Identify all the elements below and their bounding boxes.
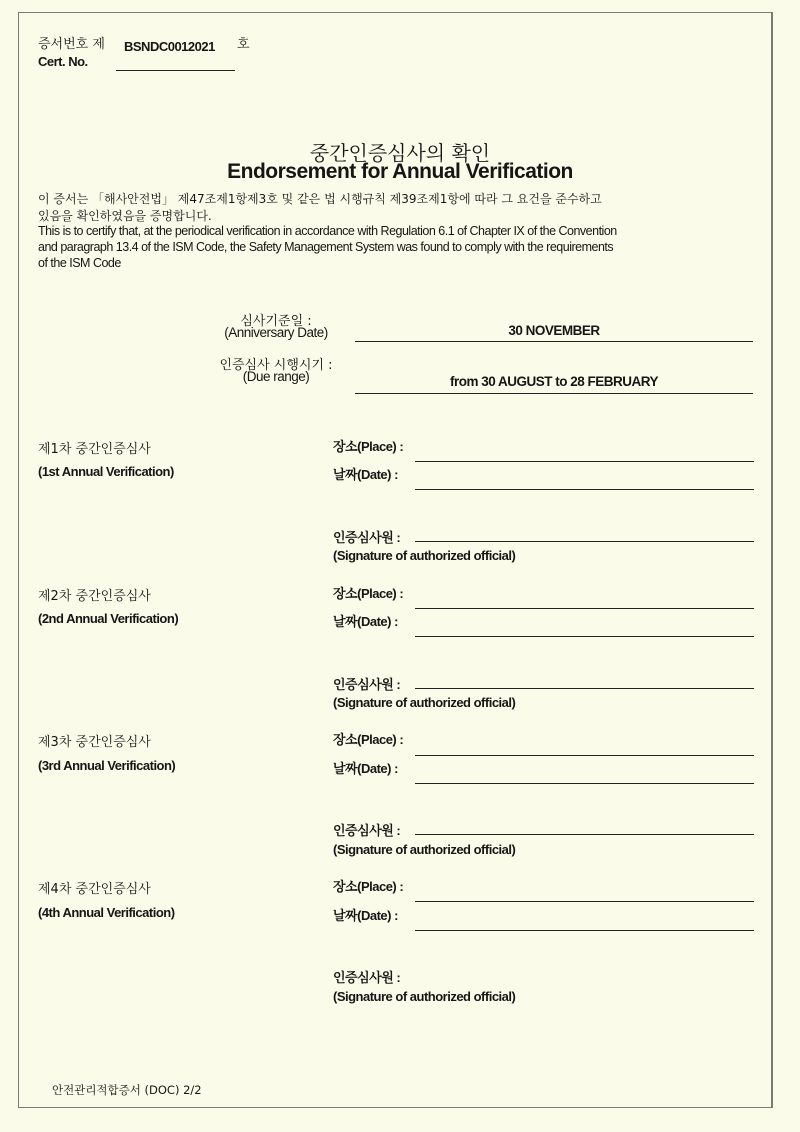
verification-2-label-ko: 제2차 중간인증심사 <box>38 589 151 604</box>
verification-3-signature-caption: (Signature of authorized official) <box>333 842 516 857</box>
anniversary-underline <box>355 341 753 342</box>
verification-2-place-line[interactable] <box>415 608 754 609</box>
verification-2-label-en: (2nd Annual Verification) <box>38 611 179 626</box>
due-label-en: (Due range) <box>242 369 310 384</box>
verification-1-date-label: 날짜(Date) : <box>333 467 398 482</box>
verification-4-place-line[interactable] <box>415 901 754 902</box>
intro-ko-line2: 있음을 확인하였음을 증명합니다. <box>38 209 212 223</box>
verification-1-auditor-label: 인증심사원 : <box>333 530 401 545</box>
title-ko: 중간인증심사의 확인 <box>309 141 491 165</box>
footer-doc-page: 안전관리적합증서 (DOC) 2/2 <box>52 1083 202 1097</box>
verification-2-date-line[interactable] <box>415 636 754 637</box>
verification-3-label-ko: 제3차 중간인증심사 <box>38 735 151 750</box>
anniversary-label-en: (Anniversary Date) <box>224 325 328 340</box>
cert-number-underline <box>116 70 235 71</box>
cert-suffix: 호 <box>237 37 250 52</box>
verification-3-place-label: 장소(Place) : <box>333 732 404 747</box>
due-label-ko: 인증심사 시행시기 : <box>219 358 333 373</box>
verification-1-label-ko: 제1차 중간인증심사 <box>38 442 151 457</box>
verification-2-signature-caption: (Signature of authorized official) <box>333 695 516 710</box>
verification-1-place-line[interactable] <box>415 461 754 462</box>
cert-label-ko: 증서번호 제 <box>38 37 105 52</box>
intro-ko-line1: 이 증서는 「해사안전법」 제47조제1항제3호 및 같은 법 시행규칙 제39조제1항에 따라 그 요건을 준수하고 <box>38 192 602 206</box>
verification-2-date-label: 날짜(Date) : <box>333 614 398 629</box>
verification-4-place-label: 장소(Place) : <box>333 879 404 894</box>
intro-en-line1: This is to certify that, at the periodical verification in accordance with Regulation 6.1 of Chapter IX of the Convention <box>38 224 617 238</box>
verification-1-place-label: 장소(Place) : <box>333 439 404 454</box>
verification-3-place-line[interactable] <box>415 755 754 756</box>
verification-3-signature-line[interactable] <box>415 834 754 835</box>
verification-1-signature-caption: (Signature of authorized official) <box>333 548 516 563</box>
verification-1-signature-line[interactable] <box>415 541 754 542</box>
cert-number: BSNDC0012021 <box>124 39 215 54</box>
title-en: Endorsement for Annual Verification <box>227 160 573 183</box>
verification-3-date-label: 날짜(Date) : <box>333 761 398 776</box>
verification-2-auditor-label: 인증심사원 : <box>333 677 401 692</box>
due-value: from 30 AUGUST to 28 FEBRUARY <box>449 374 659 389</box>
verification-1-label-en: (1st Annual Verification) <box>38 464 174 479</box>
verification-3-auditor-label: 인증심사원 : <box>333 823 401 838</box>
due-underline <box>355 393 753 394</box>
cert-label-en: Cert. No. <box>38 54 88 69</box>
verification-3-date-line[interactable] <box>415 783 754 784</box>
verification-4-date-label: 날짜(Date) : <box>333 908 398 923</box>
intro-en-line3: of the ISM Code <box>38 256 121 270</box>
verification-3-label-en: (3rd Annual Verification) <box>38 758 176 773</box>
verification-1-date-line[interactable] <box>415 489 754 490</box>
verification-4-label-ko: 제4차 중간인증심사 <box>38 882 151 897</box>
verification-4-auditor-label: 인증심사원 : <box>333 970 401 985</box>
anniversary-value: 30 NOVEMBER <box>508 323 600 338</box>
verification-4-label-en: (4th Annual Verification) <box>38 905 175 920</box>
intro-en-line2: and paragraph 13.4 of the ISM Code, the Safety Management System was found to comply with the requirements <box>38 240 614 254</box>
verification-4-date-line[interactable] <box>415 930 754 931</box>
anniversary-label-ko: 심사기준일 : <box>240 314 312 329</box>
verification-2-signature-line[interactable] <box>415 688 754 689</box>
verification-4-signature-caption: (Signature of authorized official) <box>333 989 516 1004</box>
verification-2-place-label: 장소(Place) : <box>333 586 404 601</box>
